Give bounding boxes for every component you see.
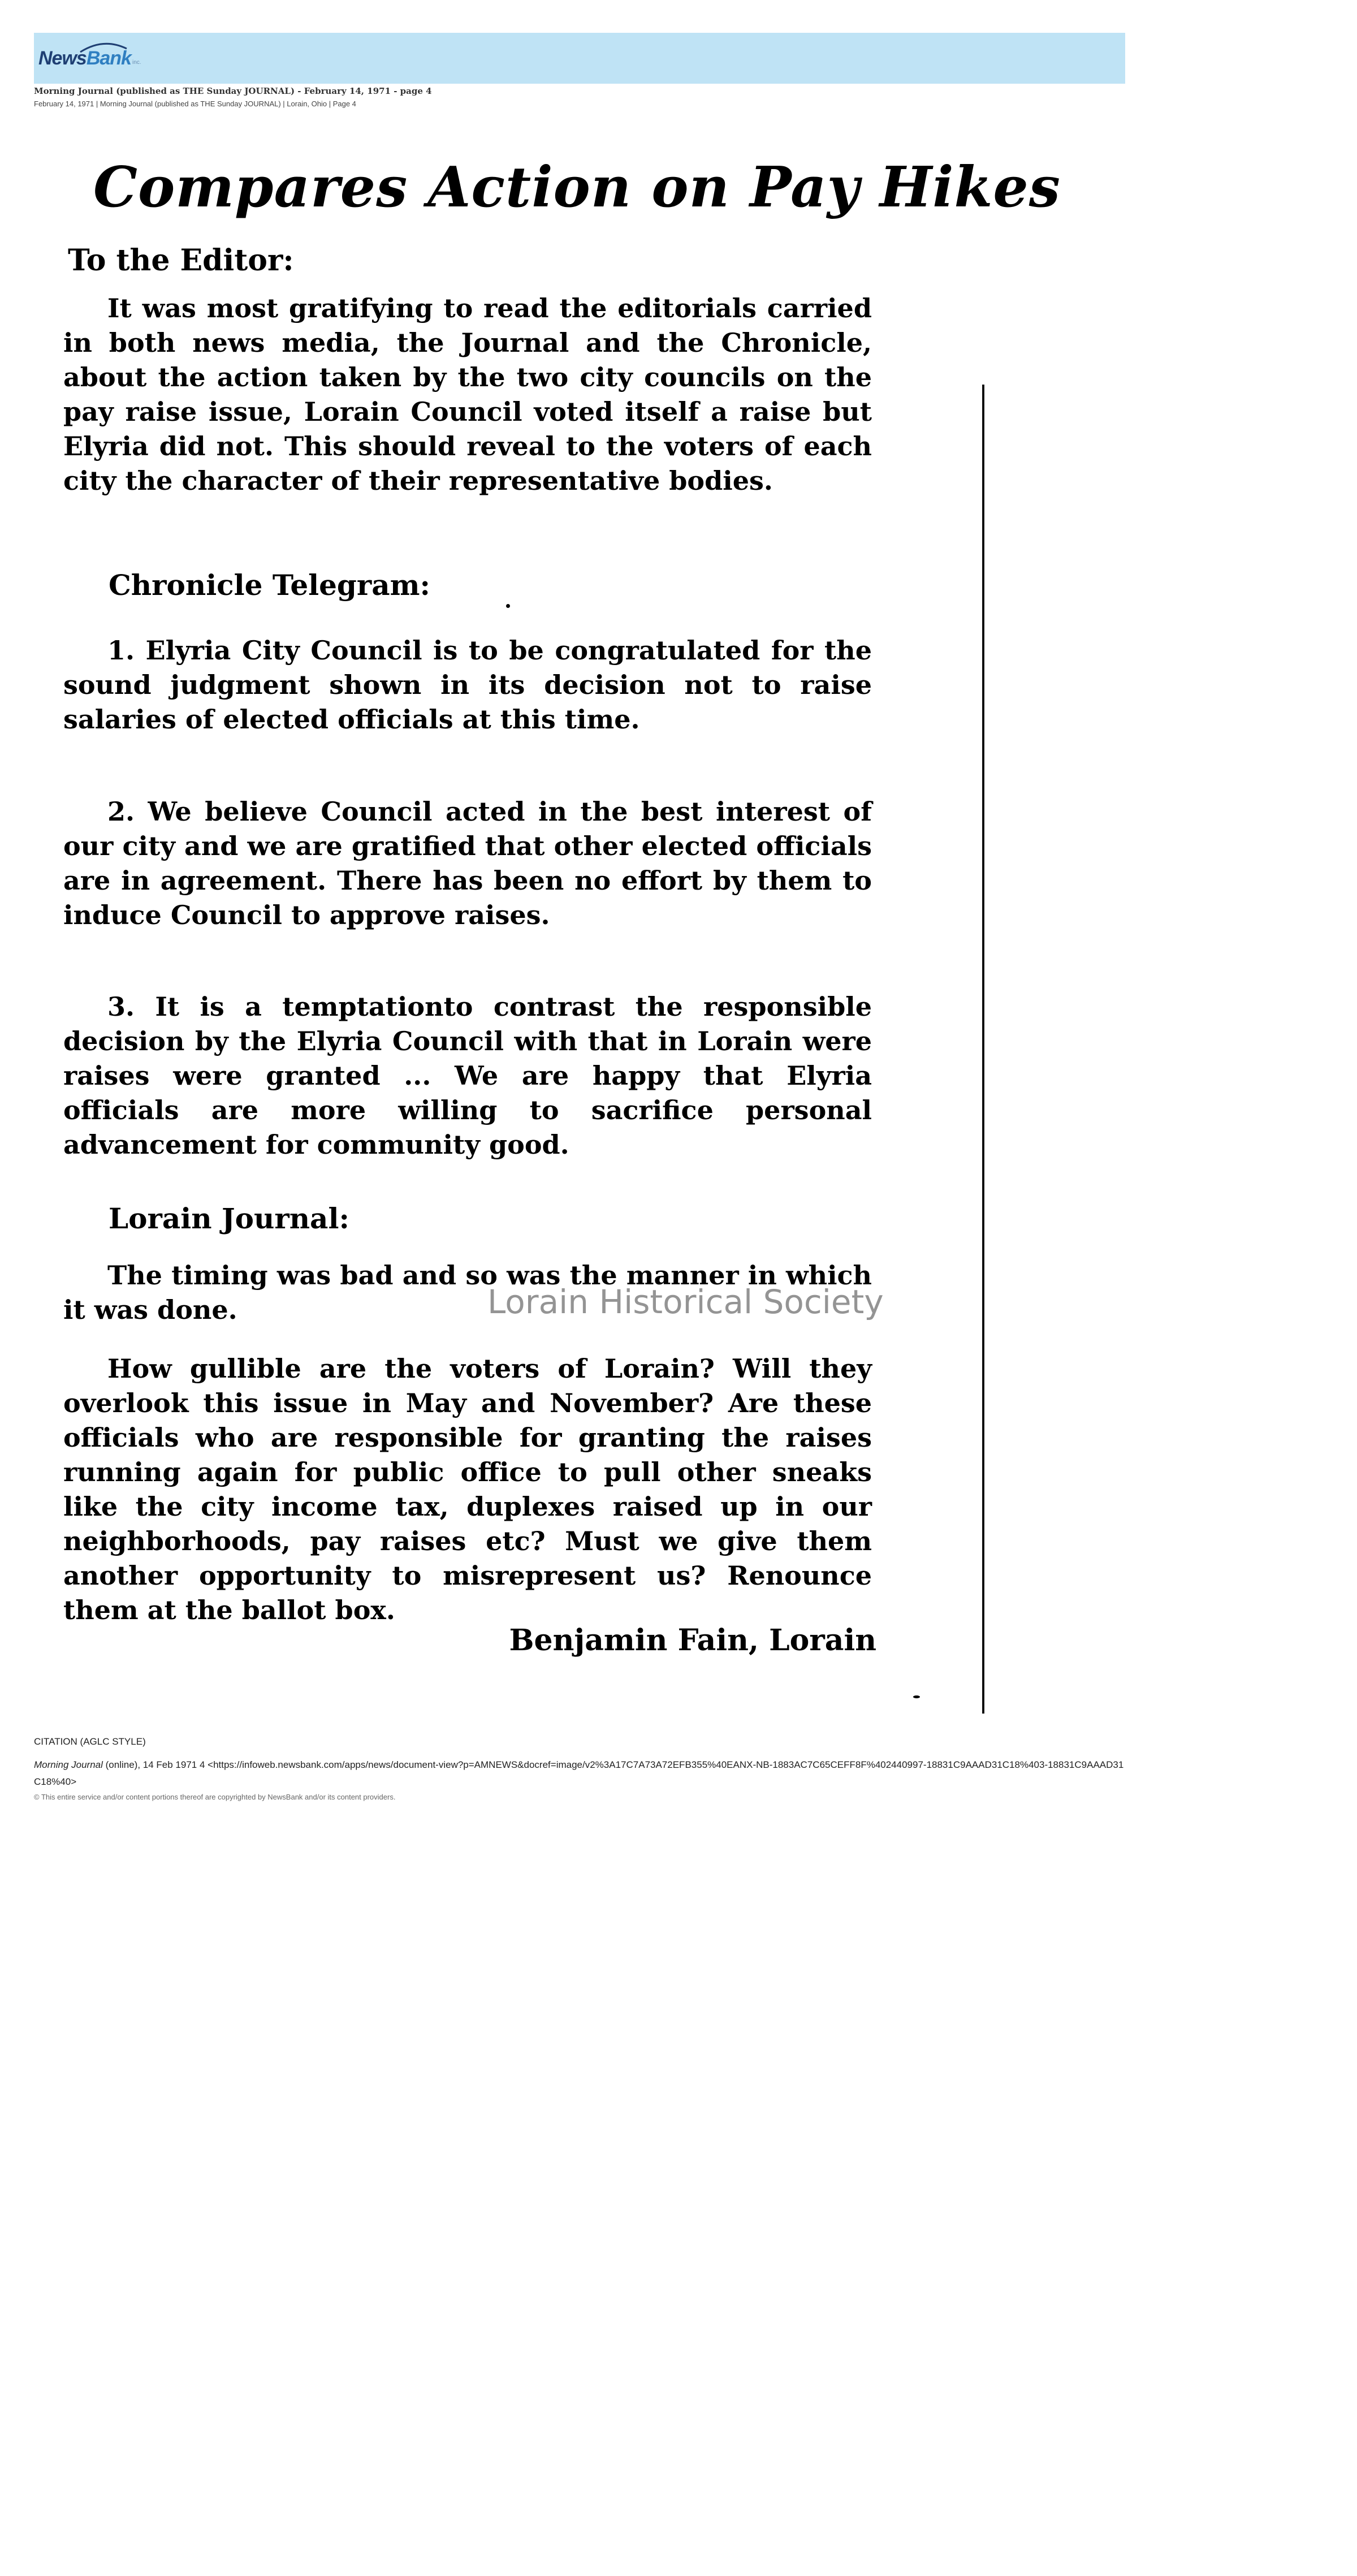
article-signature: Benjamin Fain, Lorain [509, 1623, 876, 1658]
column-rule [982, 385, 984, 1714]
watermark: Lorain Historical Society [487, 1283, 884, 1321]
print-speck [506, 604, 510, 608]
article-paragraph-intro: It was most gratifying to read the editorials carried in both news media, the Journal and the Chronicle, about the action taken by the two city councils on the pay raise issue, Lorain Council voted itself a raise but Elyria did not. This should reveal to the voters of each city the character of their representative bodies. [63, 293, 872, 496]
logo-swoosh-icon [78, 41, 129, 53]
header-bar [34, 33, 1125, 84]
citation-publication: Morning Journal [34, 1759, 103, 1770]
article-paragraph-timing: The timing was bad and so was the manner in which it was done. [63, 1260, 872, 1325]
newsbank-logo[interactable] [38, 41, 141, 76]
print-speck [913, 1695, 920, 1698]
article-subhead-chronicle: Chronicle Telegram: [109, 568, 430, 602]
citation-text[interactable] [34, 1757, 1128, 1790]
citation-label: CITATION (AGLC STYLE) [34, 1736, 146, 1747]
article-paragraph-gullible: How gullible are the voters of Lorain? Will they overlook this issue in May and November? Are these officials who are responsible for granting the raises running again for public office to pull other sneaks like the city income tax, duplexes raised up in our neighborhoods, pay raises etc? Must we give them another opportunity to misrepresent us? Renounce them at the ballot box. [63, 1353, 872, 1625]
citation-reference: (online), 14 Feb 1971 4 <https://infoweb.newsbank.com/apps/news/document-view?p=AMNEWS&docref=image/v2%3A17C7A73A72EFB355%40EANX-NB-1883AC7C65CEFF8F%402440997-18831C9AAAD31C18%403-18831C9AAAD31C18%40> [34, 1759, 1124, 1787]
logo-news-text: News [38, 47, 87, 69]
document-title: Morning Journal (published as THE Sunday JOURNAL) - February 14, 1971 - page 4 [34, 86, 432, 96]
article-subhead-journal: Lorain Journal: [109, 1202, 349, 1235]
logo-bank-text: Bank [86, 47, 131, 69]
article-point-2: 2. We believe Council acted in the best interest of our city and we are gratified that other elected officials are in agreement. There has been no effort by them to induce Council to approve raises. [63, 796, 872, 930]
copyright-notice: © This entire service and/or content portions thereof are copyrighted by NewsBank and/or its content providers. [34, 1793, 396, 1801]
article-point-1: 1. Elyria City Council is to be congratulated for the sound judgment shown in its decision not to raise salaries of elected officials at this time. [63, 635, 872, 735]
logo-suffix: inc. [132, 59, 141, 66]
article-point-3: 3. It is a temptationto contrast the responsible decision by the Elyria Council with that in Lorain were raises were granted ... We are happy that Elyria officials are more willing to sacrifice personal advancement for community good. [63, 991, 872, 1160]
document-subtitle: February 14, 1971 | Morning Journal (published as THE Sunday JOURNAL) | Lorain, Ohio | Page 4 [34, 100, 356, 108]
newspaper-clipping [57, 147, 1061, 1714]
article-headline: Compares Action on Pay Hikes [93, 155, 1061, 220]
article-salutation: To the Editor: [68, 243, 294, 278]
